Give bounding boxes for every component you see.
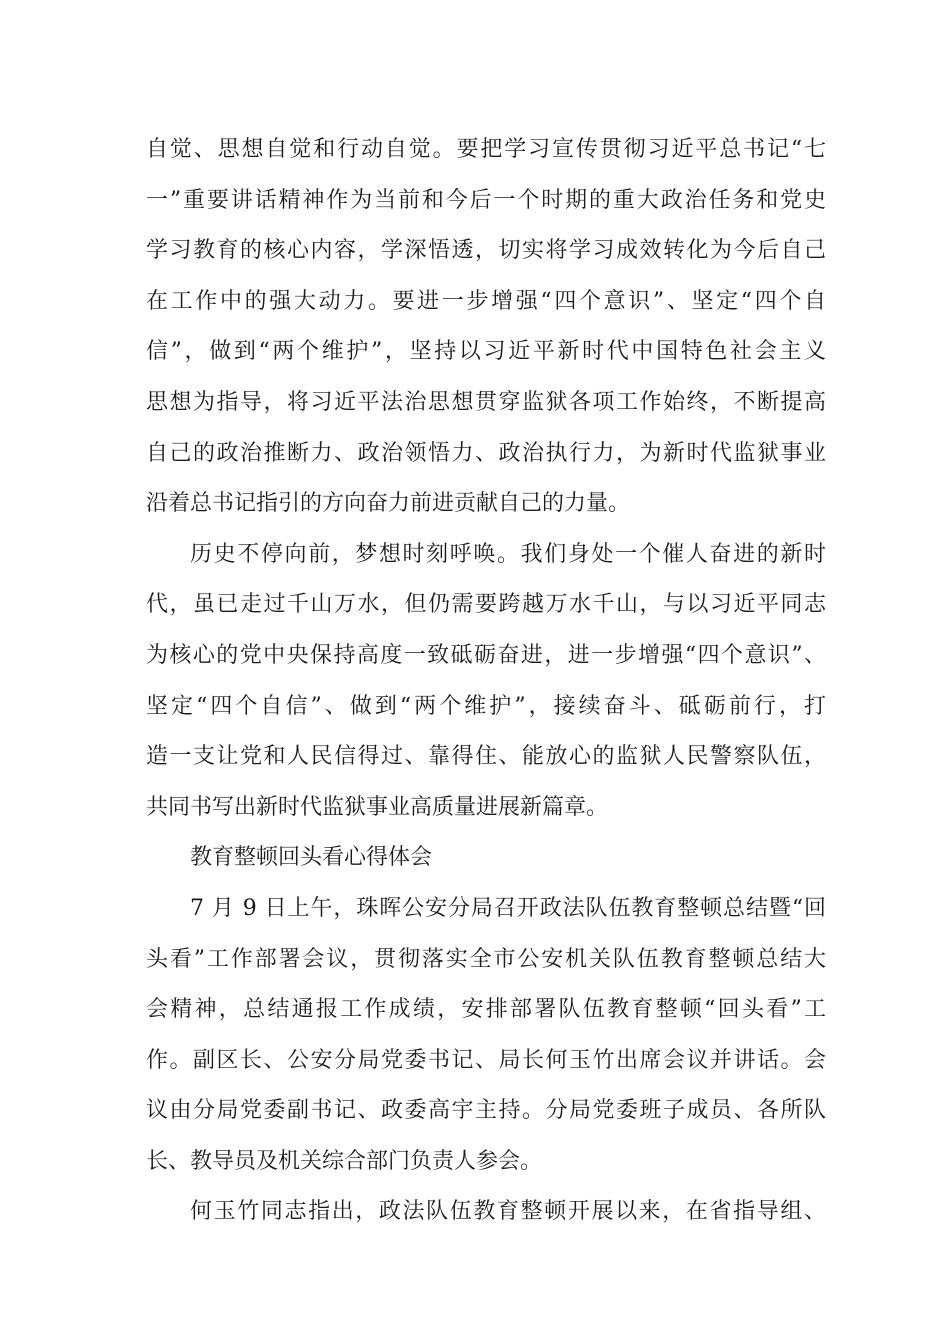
document-body bbox=[146, 125, 826, 1238]
text-line: 何玉竹同志指出，政法队伍教育整顿开展以来，在省指导组、 bbox=[190, 1199, 826, 1225]
text-line: 造一支让党和人民信得过、靠得住、能放心的监狱人民警察队伍， bbox=[146, 744, 826, 770]
text-line: 坚定“四个自信”、做到“两个维护”，接续奋斗、砥砺前行，打 bbox=[146, 693, 826, 719]
text-line: 自觉、思想自觉和行动自觉。要把学习宣传贯彻习近平总书记“七 bbox=[146, 137, 826, 162]
text-line: 学习教育的核心内容，学深悟透，切实将学习成效转化为今后自己 bbox=[146, 238, 826, 264]
text-line: 会精神，总结通报工作成绩，安排部署队伍教育整顿“回头看”工 bbox=[146, 997, 826, 1023]
text-line: 在工作中的强大动力。要进一步增强“四个意识”、坚定“四个自 bbox=[146, 288, 826, 314]
text-line: 作。副区长、公安分局党委书记、局长何玉竹出席会议并讲话。会 bbox=[146, 1047, 826, 1073]
text-line: 思想为指导，将习近平法治思想贯穿监狱各项工作始终，不断提高 bbox=[146, 389, 826, 415]
section-heading: 教育整顿回头看心得体会 bbox=[190, 845, 433, 871]
text-line: 一”重要讲话精神作为当前和今后一个时期的重大政治任务和党史 bbox=[146, 187, 826, 213]
text-line: 自己的政治推断力、政治领悟力、政治执行力，为新时代监狱事业 bbox=[146, 440, 826, 466]
text-line: 代，虽已走过千山万水，但仍需要跨越万水千山，与以习近平同志 bbox=[146, 592, 826, 618]
text-line: 历史不停向前，梦想时刻呼唤。我们身处一个催人奋进的新时 bbox=[190, 541, 826, 567]
text-line: 为核心的党中央保持高度一致砥砺奋进，进一步增强“四个意识”、 bbox=[146, 642, 826, 668]
text-line: 信”，做到“两个维护”，坚持以习近平新时代中国特色社会主义 bbox=[146, 339, 826, 365]
text-line: 7 月 9 日上午，珠晖公安分局召开政法队伍教育整顿总结暨“回 bbox=[190, 895, 826, 921]
text-line: 沿着总书记指引的方向奋力前进贡献自己的力量。 bbox=[146, 491, 631, 517]
text-line: 头看”工作部署会议，贯彻落实全市公安机关队伍教育整顿总结大 bbox=[146, 946, 826, 972]
text-line: 长、教导员及机关综合部门负责人参会。 bbox=[146, 1148, 543, 1174]
text-line: 议由分局党委副书记、政委高宇主持。分局党委班子成员、各所队 bbox=[146, 1098, 826, 1124]
text-line: 共同书写出新时代监狱事业高质量进展新篇章。 bbox=[146, 794, 609, 820]
